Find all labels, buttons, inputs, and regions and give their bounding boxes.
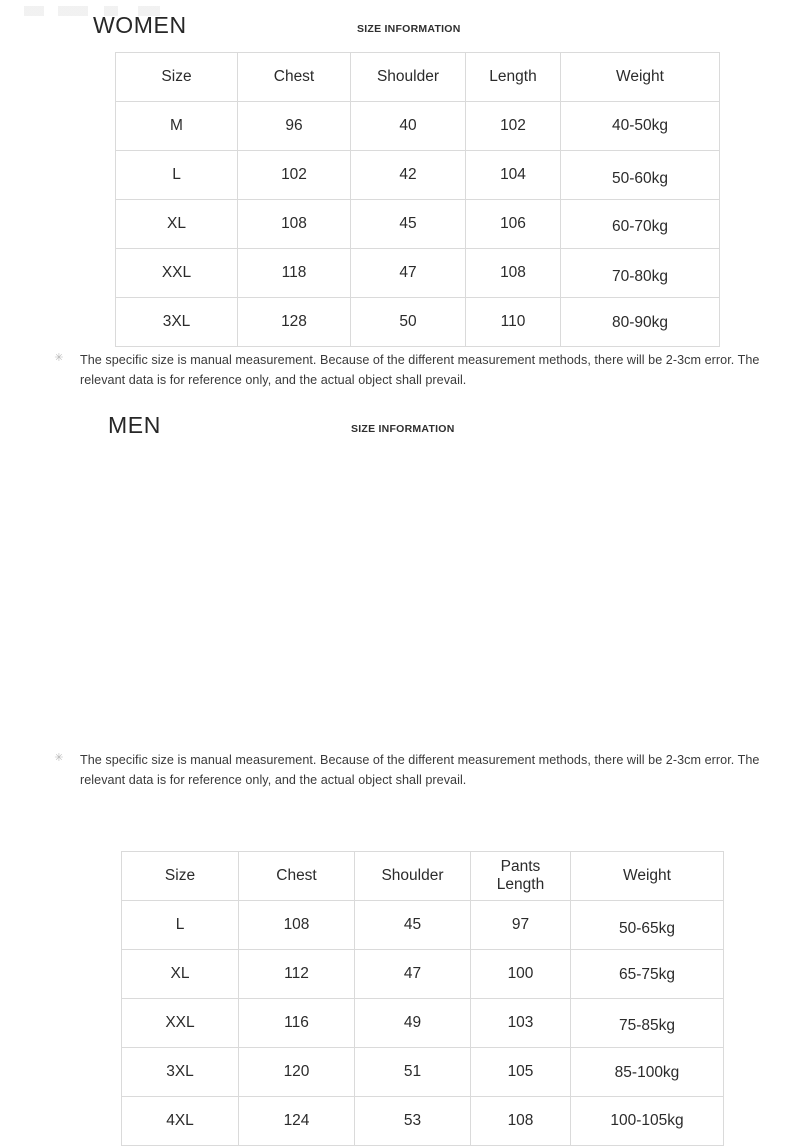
disclaimer-men bbox=[48, 750, 778, 791]
section-header-women bbox=[0, 0, 800, 48]
asterisk-icon: ✳ bbox=[54, 352, 64, 364]
cell-weight: 100-105kg bbox=[571, 1097, 724, 1146]
cell-weight: 70-80kg bbox=[561, 253, 720, 302]
section-subtitle-women: SIZE INFORMATION bbox=[357, 23, 461, 35]
cell-chest: 108 bbox=[238, 200, 351, 249]
cell-size: 3XL bbox=[116, 298, 238, 347]
cell-chest: 108 bbox=[239, 901, 355, 950]
cell-chest: 96 bbox=[238, 102, 351, 151]
cell-shoulder: 47 bbox=[355, 950, 471, 999]
disclaimer-text: The specific size is manual measurement. Because of the different measurement methods, there will be 2-3cm error. The relevant data is for reference only, and the actual object shall prevail. bbox=[80, 353, 760, 388]
cell-pants-length: 97 bbox=[471, 901, 571, 950]
size-table-men bbox=[121, 851, 724, 1146]
column-header-shoulder: Shoulder bbox=[351, 53, 466, 102]
section-header-men bbox=[0, 400, 800, 448]
section-subtitle-men: SIZE INFORMATION bbox=[351, 423, 455, 435]
column-header-chest: Chest bbox=[238, 53, 351, 102]
section-title-men: MEN bbox=[108, 412, 161, 438]
cell-weight: 60-70kg bbox=[561, 203, 720, 252]
cell-shoulder: 42 bbox=[351, 151, 466, 200]
column-header-shoulder: Shoulder bbox=[355, 852, 471, 901]
cell-length: 106 bbox=[466, 200, 561, 249]
table-row bbox=[116, 151, 720, 200]
cell-chest: 128 bbox=[238, 298, 351, 347]
cell-shoulder: 49 bbox=[355, 999, 471, 1048]
cell-length: 104 bbox=[466, 151, 561, 200]
column-header-weight: Weight bbox=[561, 53, 720, 102]
cell-shoulder: 51 bbox=[355, 1048, 471, 1097]
cell-chest: 102 bbox=[238, 151, 351, 200]
cell-size: XL bbox=[122, 950, 239, 999]
column-header-length: Length bbox=[466, 53, 561, 102]
table-row bbox=[116, 249, 720, 298]
cell-shoulder: 47 bbox=[351, 249, 466, 298]
cell-size: L bbox=[122, 901, 239, 950]
cell-size: M bbox=[116, 102, 238, 151]
cell-shoulder: 53 bbox=[355, 1097, 471, 1146]
size-section-women bbox=[0, 0, 800, 332]
cell-length: 102 bbox=[466, 102, 561, 151]
cell-size: 4XL bbox=[122, 1097, 239, 1146]
section-title-women: WOMEN bbox=[93, 12, 187, 38]
column-header-pants-length-line1: Pants bbox=[500, 858, 541, 876]
cell-shoulder: 45 bbox=[351, 200, 466, 249]
column-header-size: Size bbox=[116, 53, 238, 102]
table-row bbox=[122, 1097, 724, 1146]
cell-weight: 50-60kg bbox=[561, 155, 720, 204]
table-row bbox=[122, 1048, 724, 1097]
cell-chest: 112 bbox=[239, 950, 355, 999]
cell-pants-length: 100 bbox=[471, 950, 571, 999]
cell-size: L bbox=[116, 151, 238, 200]
disclaimer-text: The specific size is manual measurement. Because of the different measurement methods, there will be 2-3cm error. The relevant data is for reference only, and the actual object shall prevail. bbox=[80, 753, 760, 788]
cell-weight: 40-50kg bbox=[561, 102, 720, 151]
cell-weight: 85-100kg bbox=[571, 1049, 724, 1098]
cell-shoulder: 45 bbox=[355, 901, 471, 950]
cell-weight: 75-85kg bbox=[571, 1002, 724, 1051]
cell-size: XXL bbox=[122, 999, 239, 1048]
cell-pants-length: 108 bbox=[471, 1097, 571, 1146]
cell-chest: 120 bbox=[239, 1048, 355, 1097]
cell-weight: 50-65kg bbox=[571, 905, 724, 954]
table-header-row bbox=[116, 53, 720, 102]
cell-shoulder: 40 bbox=[351, 102, 466, 151]
cell-shoulder: 50 bbox=[351, 298, 466, 347]
column-header-pants-length bbox=[471, 852, 571, 901]
table-row bbox=[116, 298, 720, 347]
cell-pants-length: 105 bbox=[471, 1048, 571, 1097]
column-header-weight: Weight bbox=[571, 852, 724, 901]
cell-weight: 65-75kg bbox=[571, 951, 724, 1000]
cell-size: XXL bbox=[116, 249, 238, 298]
table-row bbox=[122, 999, 724, 1048]
cell-chest: 118 bbox=[238, 249, 351, 298]
table-row bbox=[116, 200, 720, 249]
table-row bbox=[122, 950, 724, 999]
column-header-pants-length-line2: Length bbox=[496, 876, 545, 893]
cell-chest: 116 bbox=[239, 999, 355, 1048]
asterisk-icon: ✳ bbox=[54, 752, 64, 764]
column-header-size: Size bbox=[122, 852, 239, 901]
cell-pants-length: 103 bbox=[471, 999, 571, 1048]
disclaimer-women bbox=[48, 350, 778, 391]
cell-length: 108 bbox=[466, 249, 561, 298]
column-header-chest: Chest bbox=[239, 852, 355, 901]
cell-weight: 80-90kg bbox=[561, 299, 720, 348]
cell-size: 3XL bbox=[122, 1048, 239, 1097]
cell-chest: 124 bbox=[239, 1097, 355, 1146]
cell-length: 110 bbox=[466, 298, 561, 347]
size-table-women bbox=[115, 52, 720, 347]
cell-size: XL bbox=[116, 200, 238, 249]
table-row bbox=[116, 102, 720, 151]
table-header-row bbox=[122, 852, 724, 901]
table-row bbox=[122, 901, 724, 950]
